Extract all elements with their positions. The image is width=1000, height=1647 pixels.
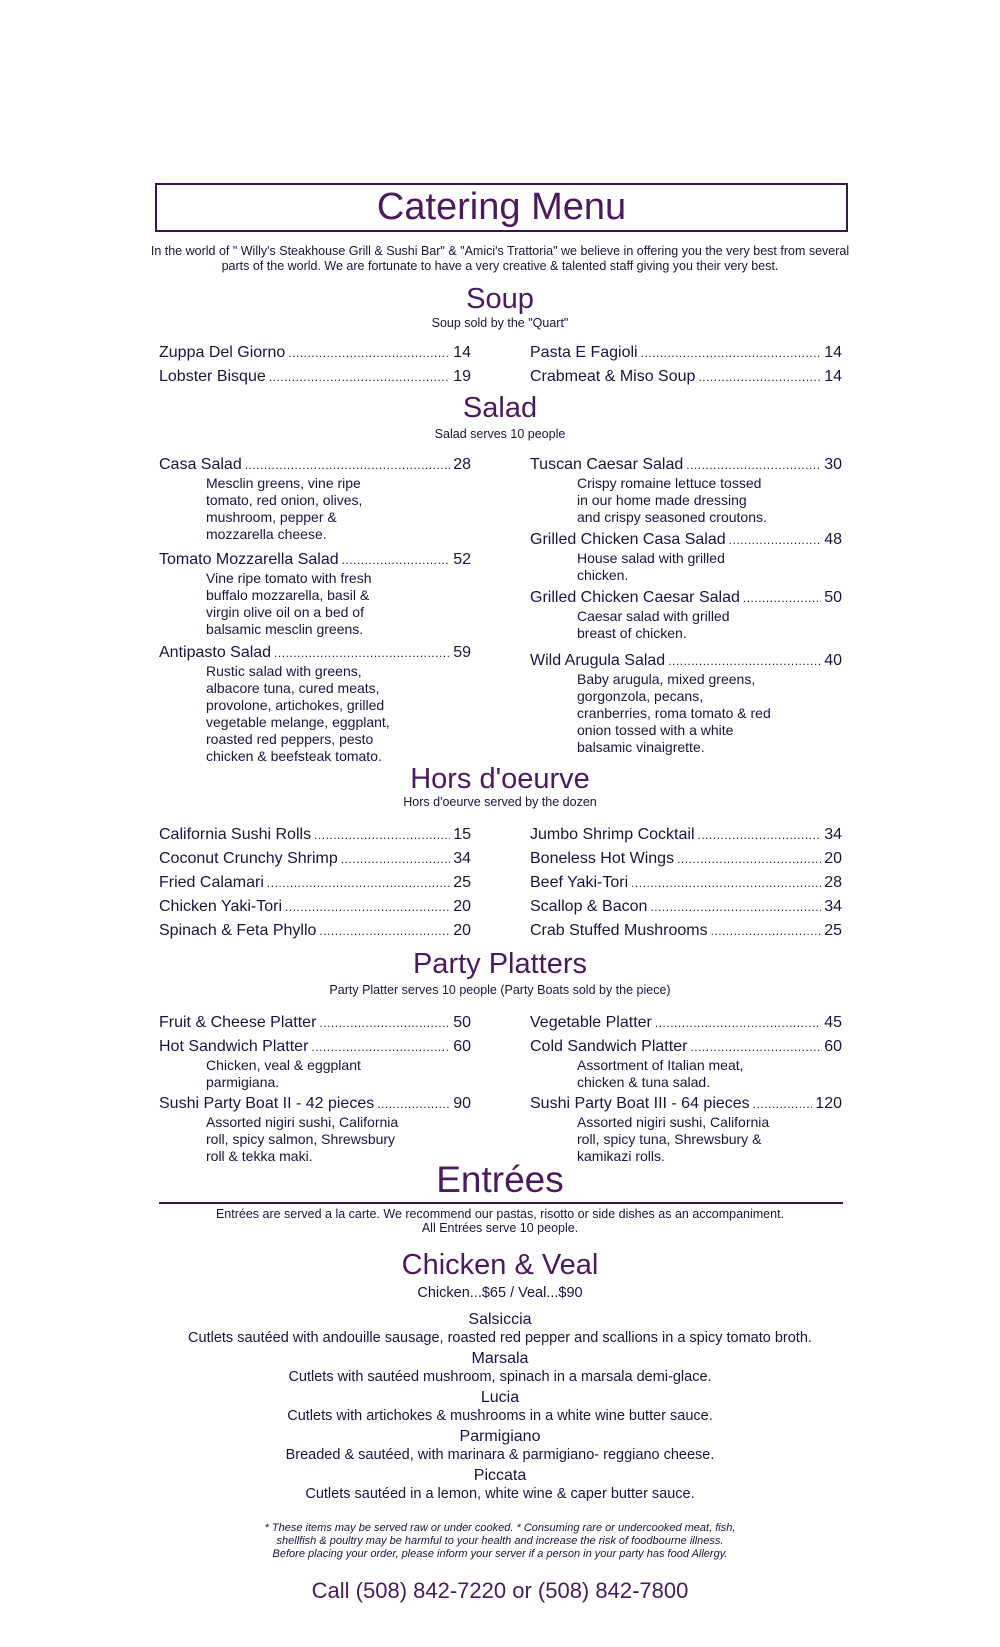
entrees-note-2: All Entrées serve 10 people. [421, 1221, 579, 1235]
menu-item [159, 1037, 471, 1091]
item-price: 50 [453, 1014, 471, 1031]
menu-item [159, 343, 471, 363]
hors-right-column [530, 825, 842, 941]
chicken-veal-heading: Chicken & Veal [401, 1249, 599, 1281]
item-name: Tomato Mozzarella Salad [159, 551, 339, 568]
item-name: Sushi Party Boat III - 64 pieces [530, 1095, 750, 1112]
platters-right-column [530, 1013, 842, 1165]
menu-item [159, 550, 471, 638]
item-price: 14 [453, 344, 471, 361]
item-description: Assortment of Italian meat, chicken & tuna salad. [577, 1057, 744, 1090]
dish [0, 1350, 1000, 1386]
menu-item [530, 1013, 842, 1033]
item-name: Wild Arugula Salad [530, 652, 666, 669]
page-title: Catering Menu [376, 186, 627, 228]
menu-item [159, 897, 471, 917]
menu-item [530, 530, 842, 584]
title-box [155, 183, 848, 232]
menu-item [530, 849, 842, 869]
menu-item [159, 921, 471, 941]
dish-name: Piccata [473, 1467, 527, 1484]
hors-left-column [159, 825, 471, 941]
item-price: 60 [824, 1038, 842, 1055]
dish [0, 1467, 1000, 1503]
item-name: Boneless Hot Wings [530, 850, 675, 867]
item-name: Jumbo Shrimp Cocktail [530, 826, 695, 843]
item-price: 20 [824, 850, 842, 867]
item-price: 120 [815, 1095, 842, 1112]
item-price: 59 [453, 644, 471, 661]
hors-subheading: Hors d'oeurve served by the dozen [403, 795, 597, 809]
item-price: 25 [824, 922, 842, 939]
salad-left-column [159, 455, 471, 765]
item-price: 34 [453, 850, 471, 867]
menu-item [530, 1094, 842, 1165]
item-name: Zuppa Del Giorno [159, 344, 286, 361]
item-price: 14 [824, 368, 842, 385]
item-price: 52 [453, 551, 471, 568]
menu-item [530, 1037, 842, 1091]
item-name: Scallop & Bacon [530, 898, 648, 915]
entrees-note-1: Entrées are served a la carte. We recommend our pastas, risotto or side dishes as an accompaniment. [215, 1207, 785, 1221]
platters-left-column [159, 1013, 471, 1165]
item-name: Sushi Party Boat II - 42 pieces [159, 1095, 375, 1112]
item-description: Crispy romaine lettuce tossed in our home made dressing and crispy seasoned croutons. [577, 475, 767, 525]
item-price: 28 [824, 874, 842, 891]
item-description: Caesar salad with grilled breast of chicken. [577, 608, 730, 641]
salad-heading: Salad [462, 392, 538, 424]
dish [0, 1311, 1000, 1347]
menu-item [530, 873, 842, 893]
item-name: Hot Sandwich Platter [159, 1038, 309, 1055]
menu-item [530, 825, 842, 845]
item-price: 60 [453, 1038, 471, 1055]
dish [0, 1428, 1000, 1464]
item-name: California Sushi Rolls [159, 826, 312, 843]
item-name: Coconut Crunchy Shrimp [159, 850, 338, 867]
menu-item [159, 367, 471, 387]
item-price: 34 [824, 826, 842, 843]
item-price: 28 [453, 456, 471, 473]
menu-item [159, 825, 471, 845]
item-description: House salad with grilled chicken. [577, 550, 725, 583]
item-price: 20 [453, 898, 471, 915]
menu-item [530, 897, 842, 917]
item-description: Vine ripe tomato with fresh buffalo mozzarella, basil & virgin olive oil on a bed of balsamic mesclin greens. [206, 570, 372, 637]
item-name: Crab Stuffed Mushrooms [530, 922, 708, 939]
item-name: Vegetable Platter [530, 1014, 652, 1031]
item-name: Crabmeat & Miso Soup [530, 368, 696, 385]
menu-item [530, 367, 842, 387]
soup-right-column [530, 343, 842, 387]
dish-name: Lucia [480, 1389, 520, 1406]
menu-item [159, 1094, 471, 1165]
dish-description: Breaded & sautéed, with marinara & parmigiano- reggiano cheese. [285, 1447, 715, 1463]
item-name: Fried Calamari [159, 874, 264, 891]
salad-subheading: Salad serves 10 people [434, 427, 566, 441]
menu-item [159, 1013, 471, 1033]
chicken-veal-prices: Chicken...$65 / Veal...$90 [417, 1285, 583, 1301]
item-price: 34 [824, 898, 842, 915]
intro-text: In the world of " Willy's Steakhouse Grill & Sushi Bar" & "Amici's Trattoria" we believe in offering you the very best from several parts of the world. We are fortunate to have a very creative & talented staff giving you their very best. [150, 244, 850, 273]
platters-subheading: Party Platter serves 10 people (Party Boats sold by the piece) [329, 983, 671, 997]
phone-number[interactable]: Call (508) 842-7220 or (508) 842-7800 [311, 1578, 689, 1603]
menu-item [530, 455, 842, 526]
dish-description: Cutlets with artichokes & mushrooms in a white wine butter sauce. [287, 1408, 713, 1424]
item-description: Assorted nigiri sushi, California roll, spicy salmon, Shrewsbury roll & tekka maki. [206, 1114, 399, 1164]
item-price: 48 [824, 531, 842, 548]
item-price: 14 [824, 344, 842, 361]
dish-description: Cutlets with sautéed mushroom, spinach in a marsala demi-glace. [288, 1369, 712, 1385]
item-price: 30 [824, 456, 842, 473]
dish-description: Cutlets sautéed with andouille sausage, roasted red pepper and scallions in a spicy tomato broth. [188, 1330, 812, 1346]
item-name: Beef Yaki-Tori [530, 874, 629, 891]
menu-item [530, 343, 842, 363]
item-name: Chicken Yaki-Tori [159, 898, 283, 915]
item-name: Lobster Bisque [159, 368, 266, 385]
menu-item [530, 651, 842, 756]
item-description: Chicken, veal & eggplant parmigiana. [206, 1057, 361, 1090]
menu-item [530, 588, 842, 642]
item-name: Casa Salad [159, 456, 242, 473]
menu-item [159, 873, 471, 893]
platters-heading: Party Platters [412, 948, 588, 980]
item-name: Tuscan Caesar Salad [530, 456, 684, 473]
dish-description: Cutlets sautéed in a lemon, white wine & caper butter sauce. [305, 1486, 695, 1502]
item-price: 19 [453, 368, 471, 385]
item-name: Pasta E Fagioli [530, 344, 638, 361]
entrees-divider [159, 1202, 843, 1204]
item-description: Mesclin greens, vine ripe tomato, red onion, olives, mushroom, pepper & mozzarella cheese. [206, 475, 363, 542]
menu-item [159, 643, 471, 765]
dish-name: Marsala [471, 1350, 529, 1367]
menu-item [159, 455, 471, 543]
item-price: 15 [453, 826, 471, 843]
item-price: 40 [824, 652, 842, 669]
soup-left-column [159, 343, 471, 387]
item-price: 45 [824, 1014, 842, 1031]
item-price: 90 [453, 1095, 471, 1112]
dish-list [0, 1311, 1000, 1503]
entrees-heading: Entrées [436, 1159, 564, 1200]
food-safety-disclaimer: * These items may be served raw or under cooked. * Consuming rare or undercooked meat, fish, shellfish & poultry may be harmful to your health and increase the risk of foodbourne illness. Before placing your order, please inform your server if a person in your party has food Allergy. [264, 1522, 736, 1560]
item-price: 25 [453, 874, 471, 891]
dish-name: Parmigiano [459, 1428, 541, 1445]
menu-item [530, 921, 842, 941]
item-description: Baby arugula, mixed greens, gorgonzola, pecans, cranberries, roma tomato & red onion tossed with a white balsamic vinaigrette. [577, 671, 771, 755]
item-name: Cold Sandwich Platter [530, 1038, 688, 1055]
salad-right-column [530, 455, 842, 756]
item-name: Spinach & Feta Phyllo [159, 922, 317, 939]
soup-heading: Soup [466, 283, 534, 315]
menu-item [159, 849, 471, 869]
item-description: Assorted nigiri sushi, California roll, spicy tuna, Shrewsbury & kamikazi rolls. [577, 1114, 770, 1164]
item-price: 20 [453, 922, 471, 939]
hors-heading: Hors d'oeurve [410, 763, 590, 795]
dish [0, 1389, 1000, 1425]
item-name: Grilled Chicken Casa Salad [530, 531, 726, 548]
item-name: Fruit & Cheese Platter [159, 1014, 317, 1031]
item-name: Antipasto Salad [159, 644, 272, 661]
item-name: Grilled Chicken Caesar Salad [530, 589, 740, 606]
soup-subheading: Soup sold by the "Quart" [431, 316, 569, 330]
item-description: Rustic salad with greens, albacore tuna, cured meats, provolone, artichokes, grilled vegetable melange, eggplant, roasted red peppers, pesto chicken & beefsteak tomato. [206, 663, 390, 764]
item-price: 50 [824, 589, 842, 606]
dish-name: Salsiccia [468, 1311, 532, 1328]
